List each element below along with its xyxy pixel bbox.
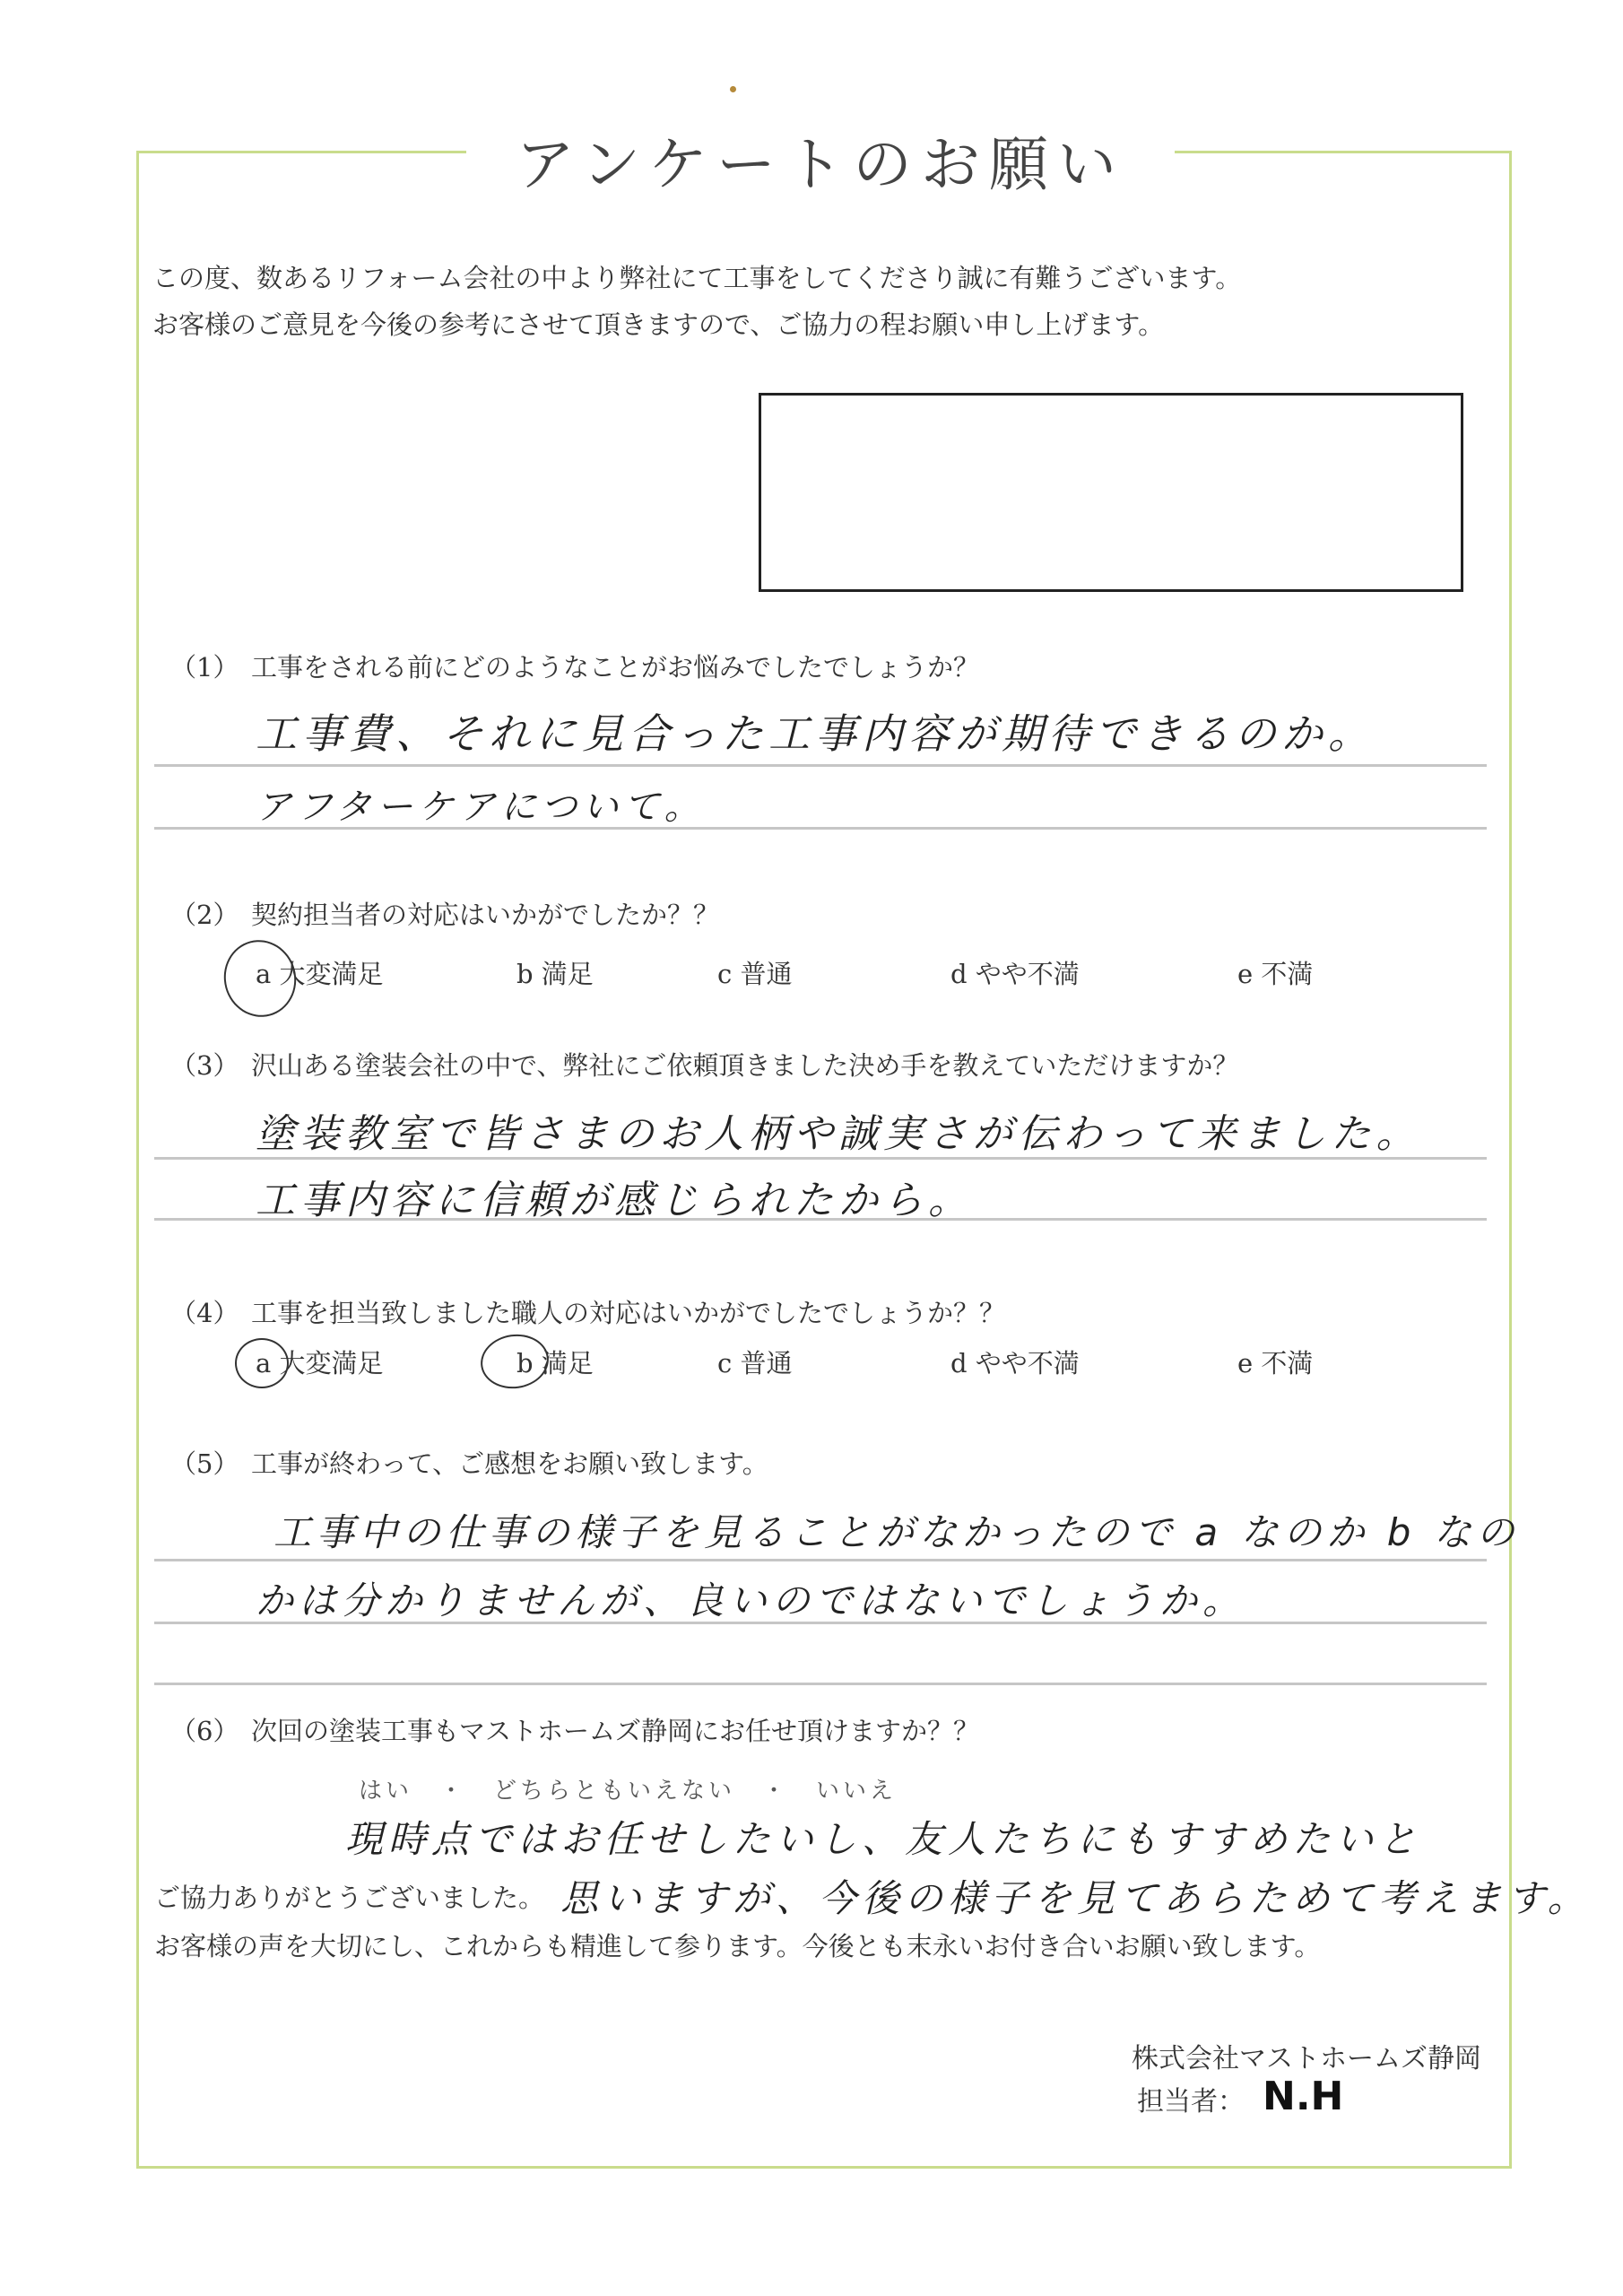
question-5 [170,1444,768,1481]
q3-answer-line-1: 塗装教室で皆さまのお人柄や誠実さが伝わって来ました。 [256,1111,1421,1157]
answer-rule [154,1622,1487,1624]
question-2 [170,895,719,932]
q6-choices: はい ・ どちらともいえない ・ いいえ [359,1778,898,1805]
question-text: 工事をされる前にどのようなことがお悩みでしたでしょうか？ [251,652,980,683]
q2-option-c: c 普通 [717,959,793,989]
question-text: 次回の塗装工事もマストホームズ静岡にお任せ頂けますか？？ [251,1716,980,1746]
closing-thanks: ご協力ありがとうございました。 [154,1883,545,1913]
answer-rule [154,1559,1487,1561]
q2-option-d: d やや不満 [950,959,1080,989]
q4-option-a: a 大変満足 [256,1348,384,1378]
closing-message: お客様の声を大切にし、これからも精進して参ります。今後とも末永いお付き合いお願い致します。 [154,1931,1321,1961]
answer-rule [154,827,1487,830]
question-number: （5） [170,1448,239,1479]
q2-option-a: a 大変満足 [256,959,384,989]
question-text: 沢山ある塗装会社の中で、弊社にご依頼頂きました決め手を教えていただけますか？ [251,1050,1239,1081]
question-4 [170,1293,1005,1330]
answer-rule [154,1218,1487,1221]
question-text: 契約担当者の対応はいかがでしたか？？ [251,900,720,930]
question-1 [170,648,979,684]
question-number: （2） [170,900,239,930]
q2-option-e: e 不満 [1237,959,1314,989]
company-name: 株式会社マストホームズ静岡 [1132,2043,1481,2074]
question-number: （3） [170,1050,239,1081]
staff-label: 担当者： [1137,2086,1245,2118]
question-6 [170,1711,979,1748]
question-3 [170,1046,1238,1083]
q5-answer-line-2: かは分かりませんが、良いのではないでしょうか。 [256,1578,1246,1622]
q6-answer-line-2: 思いますが、今後の様子を見てあらためて考えます。 [560,1876,1591,1920]
q4-selected-circle-a [235,1338,289,1388]
intro-line-1: この度、数あるリフォーム会社の中より弊社にて工事をしてくださり誠に有難うございます。 [152,263,1242,293]
answer-rule [154,1157,1487,1160]
q4-option-d: d やや不満 [950,1348,1080,1378]
question-number: （6） [170,1716,239,1746]
q4-option-c: c 普通 [717,1348,793,1378]
staff-signature: N.H [1263,2074,1344,2119]
intro-line-2: お客様のご意見を今後の参考にさせて頂きますので、ご協力の程お願い申し上げます。 [152,309,1165,340]
form-title: アンケートのお願い [515,130,1126,199]
q3-answer-line-2: 工事内容に信頼が感じられたから。 [256,1178,973,1223]
customer-info-box [759,393,1463,592]
answer-rule [154,1683,1487,1685]
question-text: 工事を担当致しました職人の対応はいかがでしたでしょうか？？ [251,1298,1006,1328]
q1-answer-line-1: 工事費、それに見合った工事内容が期待できるのか。 [256,709,1375,758]
q5-answer-line-1: 工事中の仕事の様子を見ることがなかったので a なのか b なの [273,1510,1520,1554]
q6-answer-line-1: 現時点ではお任せしたいし、友人たちにもすすめたいと [345,1817,1422,1861]
q4-option-e: e 不満 [1237,1348,1314,1378]
answer-rule [154,764,1487,767]
q2-option-b: b 満足 [516,959,594,989]
question-number: （4） [170,1298,239,1328]
ink-dot [730,86,736,92]
q1-answer-line-2: アフターケアについて。 [256,787,706,828]
question-number: （1） [170,652,239,683]
question-text: 工事が終わって、ご感想をお願い致します。 [251,1448,768,1479]
q4-option-b: b 満足 [516,1348,594,1378]
